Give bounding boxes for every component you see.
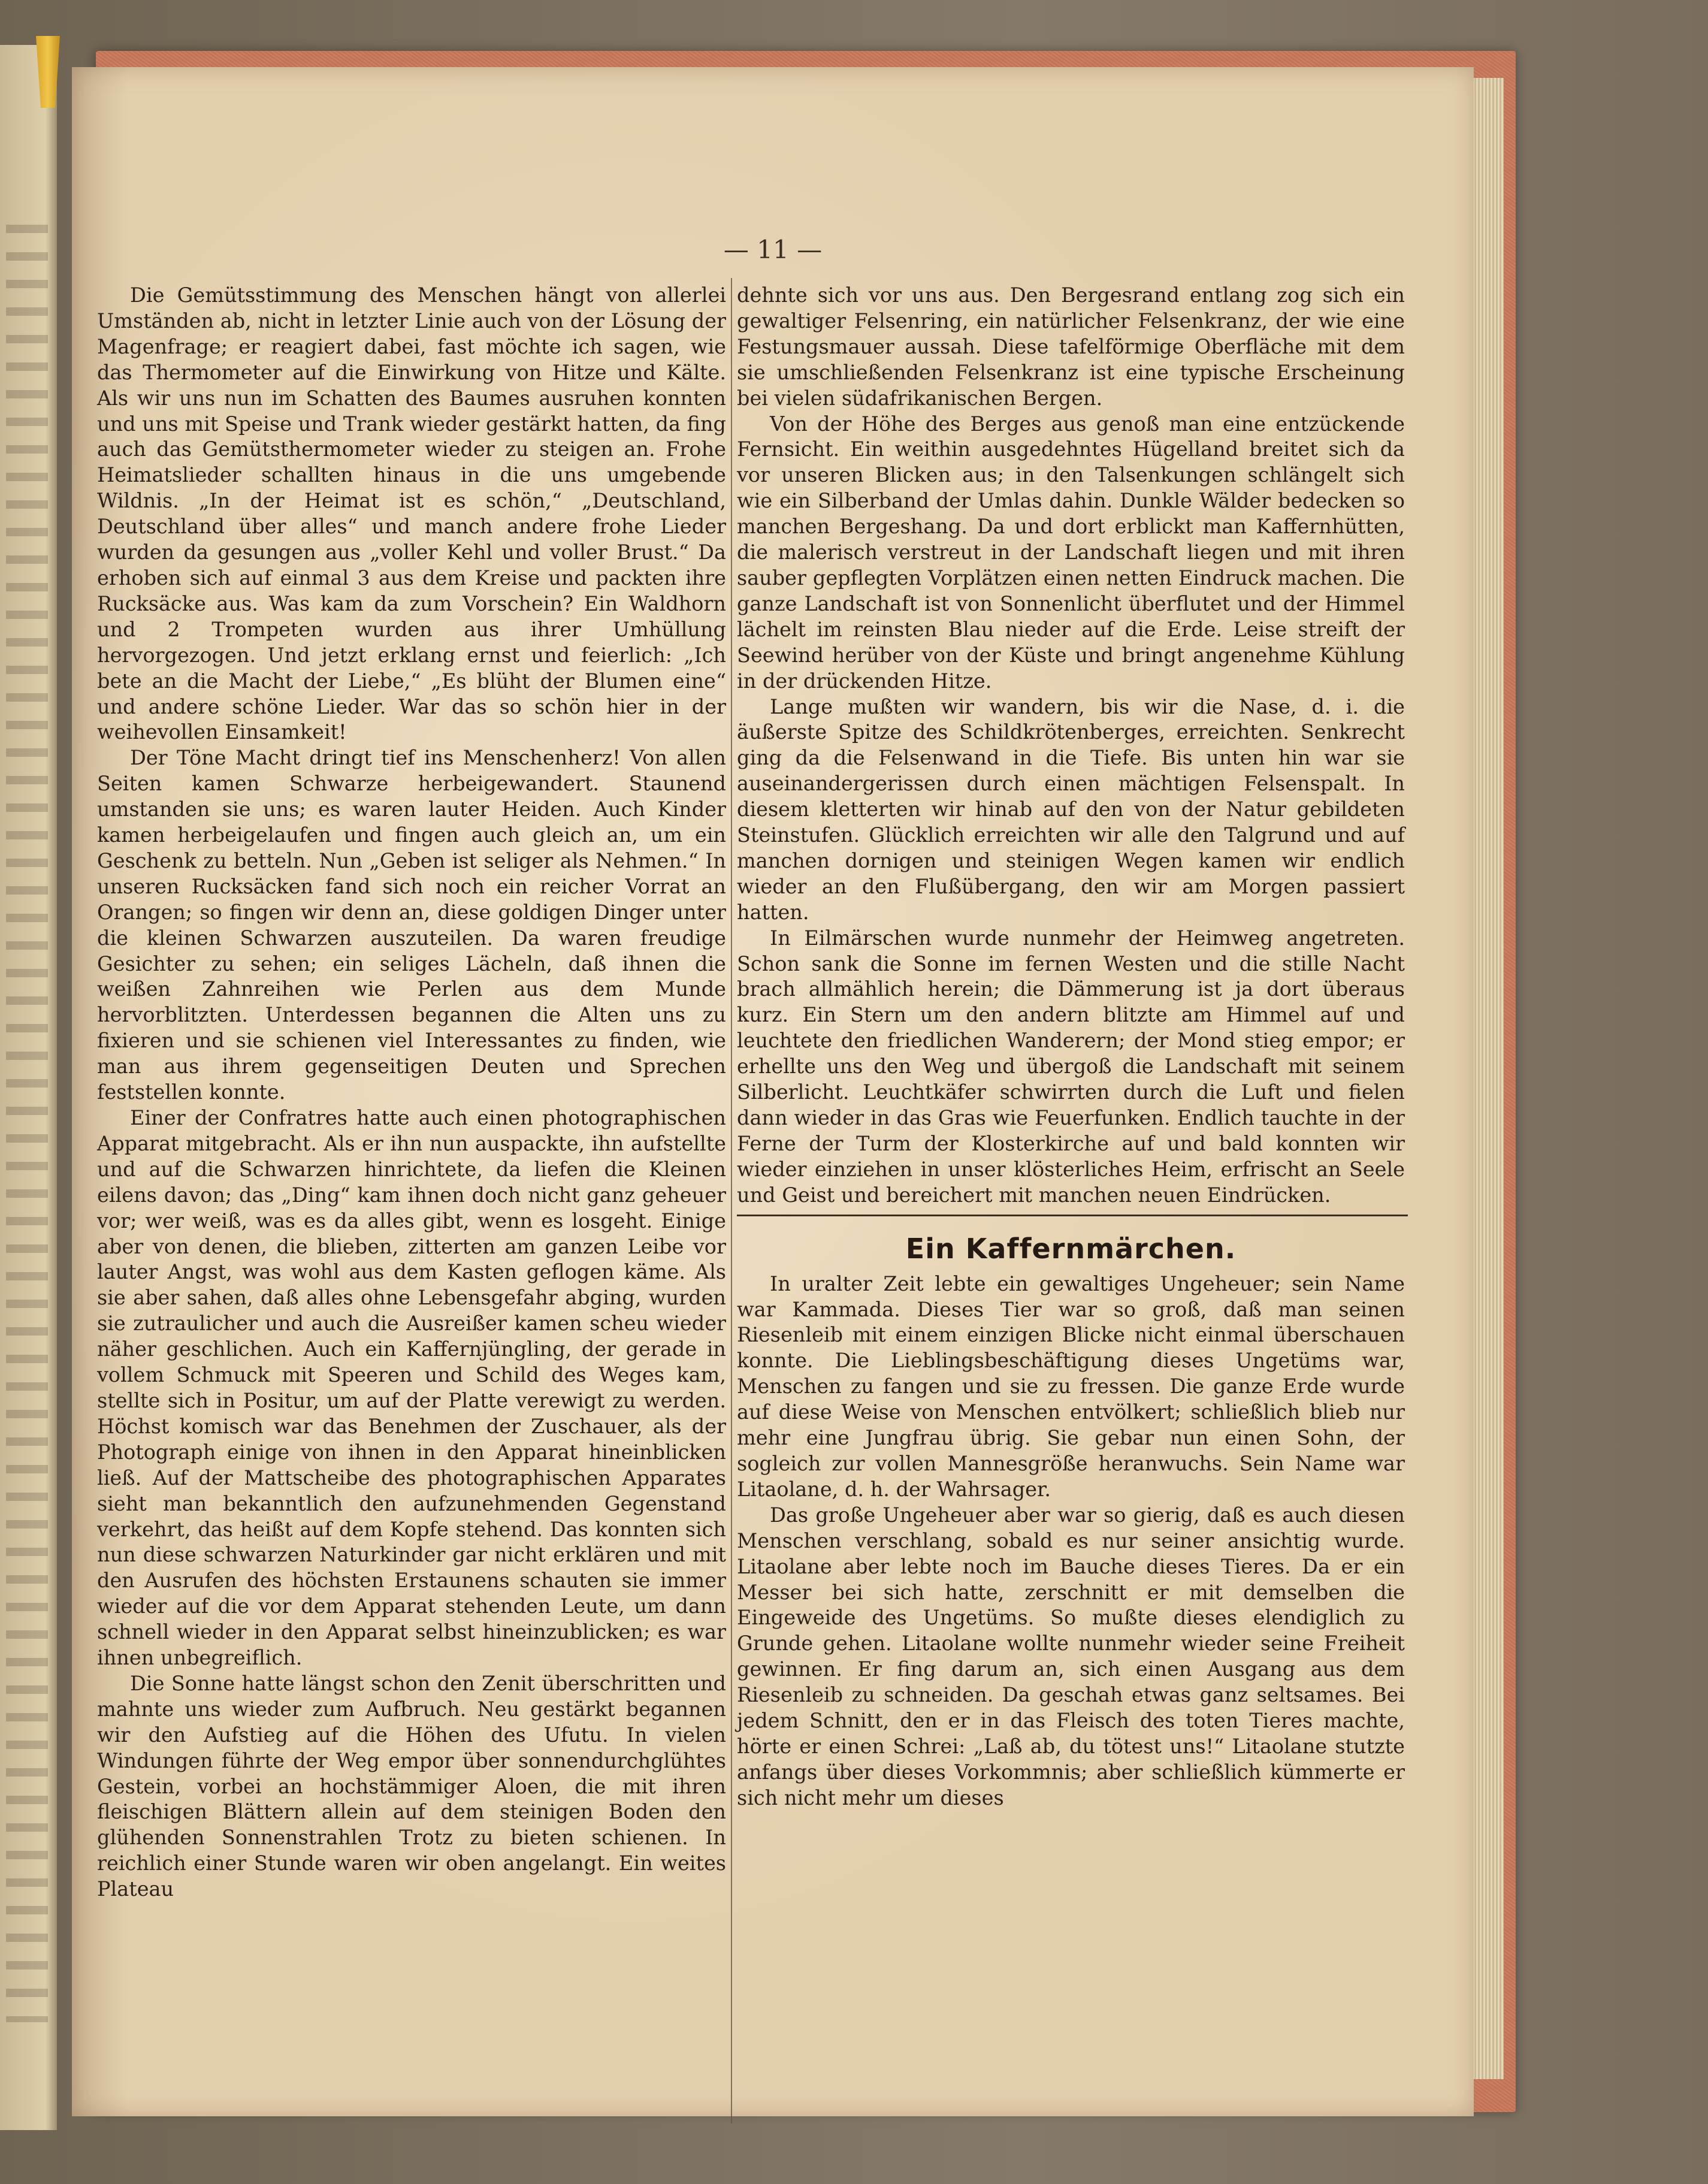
- paragraph: Von der Höhe des Berges aus genoß man eine entzückende Fernsicht. Ein weithin ausgedehntes Hügelland breitet sich da vor unseren Blicken aus; in den Talsenkungen schlängelt sich wie ein Silberband der Umlas dahin. Dunkle Wälder bedecken so manchen Bergeshang. Da und dort erblickt man Kaffernhütten, die malerisch verstreut in der Landschaft liegen und mit ihren sauber gepflegten Vorplätzen einen netten Eindruck machen. Die ganze Landschaft ist von Sonnenlicht überflutet und der Himmel lächelt im reinsten Blau nieder auf die Erde. Leise streift der Seewind herüber von der Küste und bringt angenehme Kühlung in der drückenden Hitze.: [737, 412, 1405, 693]
- right-column: [737, 283, 1405, 1811]
- paragraph: In uralter Zeit lebte ein gewaltiges Ungeheuer; sein Name war Kammada. Dieses Tier war so groß, daß man seinen Riesenleib mit einem einzigen Blicke nicht einmal überschauen konnte. Die Lieblingsbeschäftigung dieses Ungetüms war, Menschen zu fangen und sie zu fressen. Die ganze Erde wurde auf diese Weise von Menschen entvölkert; schließlich blieb nur mehr eine Jungfrau übrig. Sie gebar nun einen Sohn, der sogleich zur vollen Mannesgröße heranwuchs. Sein Name war Litaolane, d. h. der Wahrsager.: [737, 1271, 1405, 1501]
- paragraph: Die Sonne hatte längst schon den Zenit überschritten und mahnte uns wieder zum Aufbruch. Neu gestärkt begannen wir den Aufstieg auf die Höhen des Ufutu. In vielen Windungen führte der Weg empor über sonnendurchglühtes Gestein, vorbei an hochstämmiger Aloen, die mit ihren fleischigen Blättern allein auf dem steinigen Boden den glühenden Sonnenstrahlen Trotz zu bieten schienen. In reichlich einer Stunde waren wir oben angelangt. Ein weites Plateau: [97, 1671, 726, 1901]
- paragraph: In Eilmärschen wurde nunmehr der Heimweg angetreten. Schon sank die Sonne im fernen Westen und die stille Nacht brach allmählich herein; die Dämmerung ist ja dort überaus kurz. Ein Stern um den andern blitzte am Himmel auf und leuchtete den friedlichen Wanderern; der Mond stieg empor; er erhellte uns den Weg und übergoß die Landschaft mit seinem Silberlicht. Leuchtkäfer schwirrten durch die Luft und fielen dann wieder in das Gras wie Feuerfunken. Endlich tauchte in der Ferne der Turm der Klosterkirche auf und bald konnten wir wieder einziehen in unser klösterliches Heim, erfrischt an Seele und Geist und bereichert mit manchen neuen Eindrücken.: [737, 926, 1405, 1207]
- paragraph: Das große Ungeheuer aber war so gierig, daß es auch diesen Menschen verschlang, sobald es nur seiner ansichtig wurde. Litaolane aber lebte noch im Bauche dieses Tieres. Da er ein Messer bei sich hatte, zerschnitt er mit demselben die Eingeweide des Ungetüms. So mußte dieses elendiglich zu Grunde gehen. Litaolane wollte nunmehr wieder seine Freiheit gewinnen. Er fing darum an, sich einen Ausgang aus dem Riesenleib zu schneiden. Da geschah etwas ganz seltsames. Bei jedem Schnitt, den er in das Fleisch des toten Tieres machte, hörte er einen Schrei: „Laß ab, du tötest uns!“ Litaolane stutzte anfangs über dieses Vorkommnis; aber schließlich kümmerte er sich nicht mehr um dieses: [737, 1503, 1405, 1810]
- facing-page-edge: [0, 45, 57, 2130]
- column-divider: [731, 278, 732, 2123]
- facing-page-text: [6, 225, 48, 2022]
- paragraph: Einer der Confratres hatte auch einen photographischen Apparat mitgebracht. Als er ihn nun auspackte, ihn aufstellte und auf die Schwarzen hinrichtete, da liefen die Kleinen eilens davon; das „Ding“ kam ihnen doch nicht ganz geheuer vor; wer weiß, was es da alles gibt, wenn es losgeht. Einige aber von denen, die blieben, zitterten am ganzen Leibe vor lauter Angst, was wohl aus dem Kasten geflogen käme. Als sie aber sahen, daß alles ohne Lebensgefahr abging, wurden sie zutraulicher und auch die Ausreißer kamen scheu wieder näher geschlichen. Auch ein Kaffernjüngling, der gerade in vollem Schmuck mit Speeren und Schild des Weges kam, stellte sich in Positur, um auf der Platte verewigt zu werden. Höchst komisch war das Benehmen der Zuschauer, als der Photograph einige von ihnen in den Apparat hineinblicken ließ. Auf der Mattscheibe des photographischen Apparates sieht man bekanntlich den aufzunehmenden Gegenstand verkehrt, das heißt auf dem Kopfe stehend. Das konnten sich nun diese schwarzen Naturkinder gar nicht erklären und mit den Ausrufen des höchsten Erstaunens schauten sie immer wieder auf die vor dem Apparat stehenden Leute, um dann schnell wieder in den Apparat selbst hineinzublicken; es war ihnen unbegreiflich.: [97, 1106, 726, 1670]
- paragraph: Der Töne Macht dringt tief ins Menschenherz! Von allen Seiten kamen Schwarze herbeigewandert. Staunend umstanden sie uns; es waren lauter Heiden. Auch Kinder kamen herbeigelaufen und fingen auch gleich an, um ein Geschenk zu betteln. Nun „Geben ist seliger als Nehmen.“ In unseren Rucksäcken fand sich noch ein reicher Vorrat an Orangen; so fingen wir denn an, diese goldigen Dinger unter die kleinen Schwarzen auszuteilen. Da waren freudige Gesichter zu sehen; ein seliges Lächeln, daß ihnen die weißen Zahnreihen wie Perlen aus dem Munde hervorblitzten. Unterdessen begannen die Alten uns zu fixieren und sie schienen viel Interessantes zu finden, wie man aus ihrem gegenseitigen Deuten und Sprechen feststellen konnte.: [97, 746, 726, 1104]
- page-number: — 11 —: [723, 235, 823, 264]
- left-column: [97, 283, 726, 1902]
- book-page: [72, 67, 1474, 2116]
- story-title: Ein Kaffernmärchen.: [905, 1232, 1237, 1265]
- section-rule: [737, 1215, 1408, 1216]
- paragraph: dehnte sich vor uns aus. Den Bergesrand entlang zog sich ein gewaltiger Felsenring, ein natürlicher Felsenkranz, der wie eine Festungsmauer aussah. Diese tafelförmige Oberfläche mit dem sie umschließenden Felsenkranz ist eine typische Erscheinung bei vielen südafrikanischen Bergen.: [737, 283, 1405, 410]
- paragraph: Lange mußten wir wandern, bis wir die Nase, d. i. die äußerste Spitze des Schildkrötenberges, erreichten. Senkrecht ging da die Felsenwand in die Tiefe. Bis unten hin war sie auseinandergerissen durch einen mächtigen Felsenspalt. In diesem kletterten wir hinab auf den von der Natur gebildeten Steinstufen. Glücklich erreichten wir alle den Talgrund und auf manchen dornigen und steinigen Wegen kamen wir endlich wieder an den Flußübergang, den wir am Morgen passiert hatten.: [737, 694, 1405, 924]
- paragraph: Die Gemütsstimmung des Menschen hängt von allerlei Umständen ab, nicht in letzter Linie auch von der Lösung der Magenfrage; er reagiert dabei, fast möchte ich sagen, wie das Thermometer auf die Einwirkung von Hitze und Kälte. Als wir uns nun im Schatten des Baumes ausruhen konnten und uns mit Speise und Trank wieder gestärkt hatten, da fing auch das Gemütsthermometer wieder zu steigen an. Frohe Heimatslieder schallten hinaus in die uns umgebende Wildnis. „In der Heimat ist es schön,“ „Deutschland, Deutschland über alles“ und manch andere frohe Lieder wurden da gesungen aus „voller Kehl und voller Brust.“ Da erhoben sich auf einmal 3 aus dem Kreise und packten ihre Rucksäcke aus. Was kam da zum Vorschein? Ein Waldhorn und 2 Trompeten wurden aus ihrer Umhüllung hervorgezogen. Und jetzt erklang ernst und feierlich: „Ich bete an die Macht der Liebe,“ „Es blüht der Blumen eine“ und andere schöne Lieder. War das so schön hier in der weihevollen Einsamkeit!: [97, 283, 726, 744]
